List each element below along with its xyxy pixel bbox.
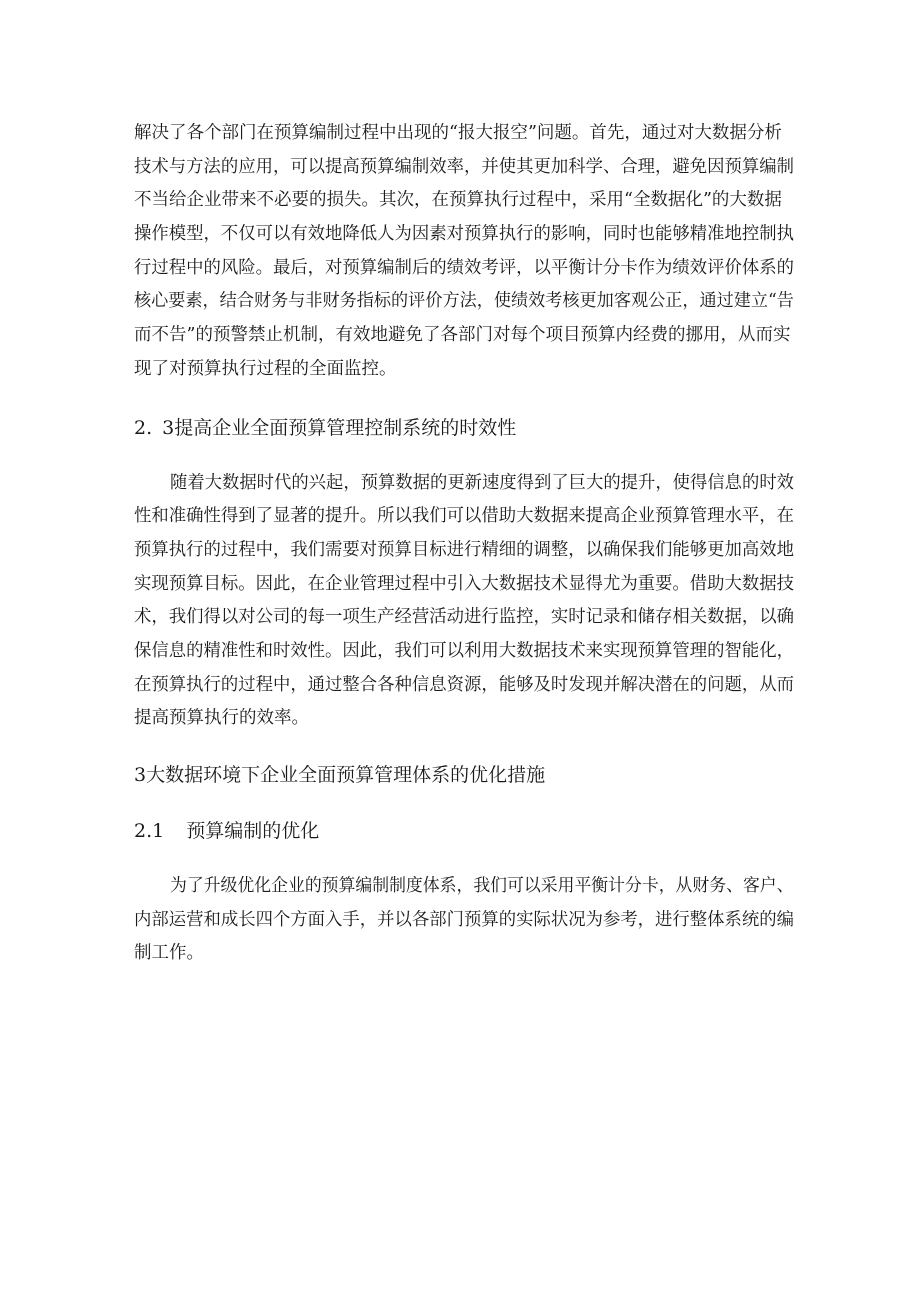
paragraph-line: 术，我们得以对公司的每一项生产经营活动进行监控，实时记录和储存相关数据，以确 — [134, 607, 794, 628]
paragraph-line: 不当给企业带来不必要的损失。其次，在预算执行过程中，采用“全数据化”的大数据 — [134, 190, 782, 211]
heading-number: 3 — [134, 764, 147, 786]
paragraph-line: 保信息的精准性和时效性。因此，我们可以利用大数据技术来实现预算管理的智能化， — [134, 640, 794, 661]
section-heading-3 — [134, 758, 794, 792]
paragraph-line: 解决了各个部门在预算编制过程中出现的“报大报空”问题。首先，通过对大数据分析 — [134, 123, 782, 143]
paragraph-line: 操作模型，不仅可以有效地降低人为因素对预算执行的影响，同时也能够精准地控制执 — [134, 224, 794, 245]
paragraph-line: 提高预算执行的效率。 — [134, 708, 309, 729]
heading-number: 3 — [162, 416, 175, 439]
heading-text: 大数据环境下企业全面预算管理体系的优化措施 — [146, 764, 546, 786]
heading-text: 预算编制的优化 — [186, 820, 320, 842]
paragraph-line: 内部运营和成长四个方面入手，并以各部门预算的实际状况为参考，进行整体系统的编 — [134, 909, 794, 930]
document-page — [134, 117, 794, 971]
section-heading-2-3 — [134, 411, 794, 445]
body-paragraph-2 — [134, 467, 794, 737]
heading-number: 2.1 — [134, 820, 165, 842]
paragraph-line: 行过程中的风险。最后，对预算编制后的绩效考评，以平衡计分卡作为绩效评价体系的 — [134, 257, 794, 278]
body-paragraph-1 — [134, 117, 794, 387]
paragraph-line: 现了对预算执行过程的全面监控。 — [134, 358, 397, 379]
heading-number: 2. — [134, 416, 153, 439]
paragraph-line: 技术与方法的应用，可以提高预算编制效率，并使其更加科学、合理，避免因预算编制 — [134, 156, 794, 177]
paragraph-line: 而不告”的预警禁止机制，有效地避免了各部门对每个项目预算内经费的挪用，从而实 — [134, 325, 791, 346]
paragraph-line: 实现预算目标。因此，在企业管理过程中引入大数据技术显得尤为重要。借助大数据技 — [134, 573, 794, 594]
paragraph-line: 随着大数据时代的兴起，预算数据的更新速度得到了巨大的提升，使得信息的时效 — [170, 472, 794, 493]
paragraph-line: 在预算执行的过程中，通过整合各种信息资源，能够及时发现并解决潜在的问题，从而 — [134, 674, 794, 695]
body-paragraph-3 — [134, 870, 794, 971]
paragraph-line: 核心要素，结合财务与非财务指标的评价方法，使绩效考核更加客观公正，通过建立“告 — [134, 291, 794, 312]
paragraph-line: 预算执行的过程中，我们需要对预算目标进行精细的调整，以确保我们能够更加高效地 — [134, 539, 794, 560]
paragraph-line: 制工作。 — [134, 943, 204, 964]
section-heading-2-1 — [134, 814, 794, 848]
paragraph-line: 性和准确性得到了显著的提升。所以我们可以借助大数据来提高企业预算管理水平，在 — [134, 506, 794, 527]
paragraph-line: 为了升级优化企业的预算编制制度体系，我们可以采用平衡计分卡，从财务、客户、 — [170, 876, 794, 896]
heading-text: 提高企业全面预算管理控制系统的时效性 — [174, 416, 517, 439]
